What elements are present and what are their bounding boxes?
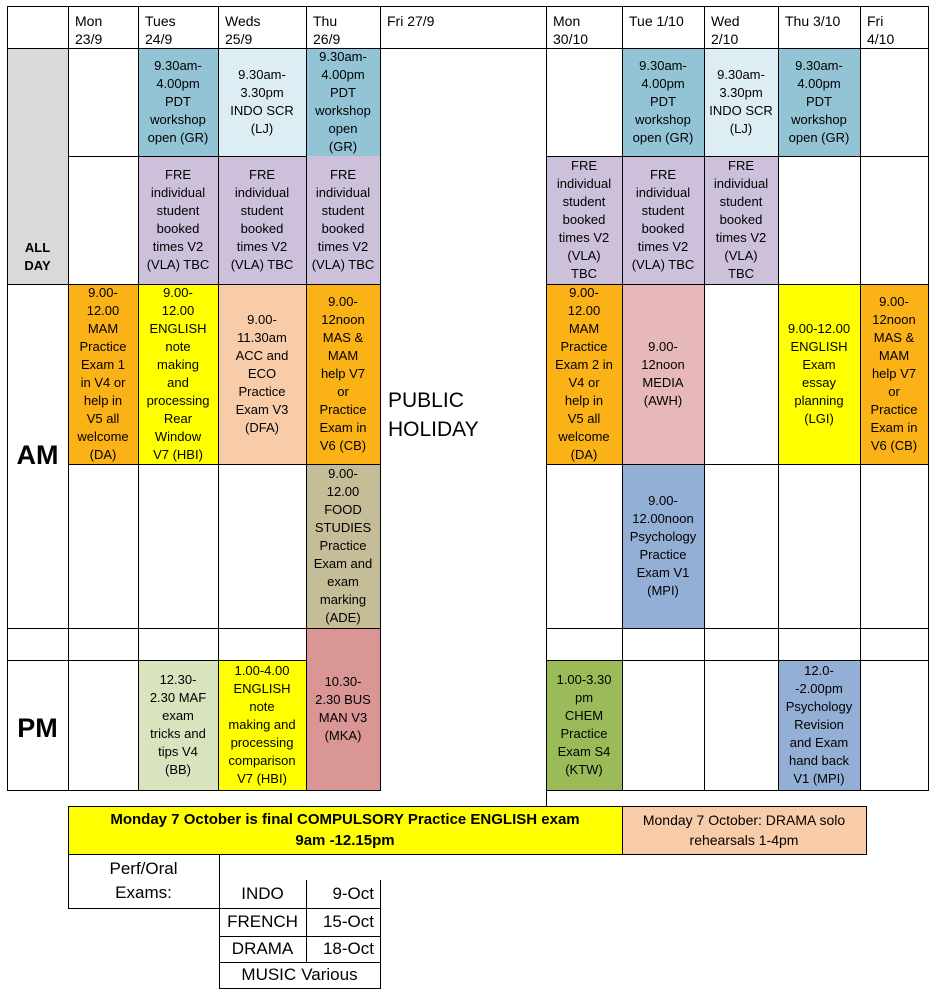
grid-line bbox=[860, 6, 861, 791]
column-header: Fri 27/9 bbox=[387, 13, 435, 29]
grid-line bbox=[68, 464, 380, 465]
event-text: 9.30am- 4.00pm PDT workshop open (GR) bbox=[315, 49, 371, 154]
grid-line bbox=[7, 284, 380, 285]
event-text: 9.30am- 4.00pm PDT workshop open (GR) bbox=[147, 58, 209, 145]
grid-line bbox=[928, 6, 929, 791]
column-header: Fri 4/10 bbox=[867, 13, 895, 47]
grid-line bbox=[7, 6, 928, 7]
event-text: 9.00- 11.30am ACC and ECO Practice Exam V3 (DFA) bbox=[235, 312, 289, 435]
grid-line bbox=[380, 6, 381, 791]
event-text: FRE individual student booked times V2 (VLA) TBC bbox=[146, 167, 210, 272]
exam-date: 18-Oct bbox=[322, 939, 374, 958]
grid-line bbox=[138, 6, 139, 791]
grid-line bbox=[546, 284, 928, 285]
event-text: FRE individual student booked times V2 (VLA) TBC bbox=[311, 167, 375, 272]
grid-line bbox=[7, 660, 306, 661]
grid-line bbox=[546, 6, 547, 791]
event-text: 9.00- 12noon MAS & MAM help V7 or Practice Exam in V6 (CB) bbox=[870, 294, 918, 453]
event-text: 9.30am- 4.00pm PDT workshop open (GR) bbox=[632, 58, 694, 145]
column-header: Mon 23/9 bbox=[75, 13, 103, 47]
event-text: 12.0- -2.00pm Psychology Revision and Exam hand back V1 (MPI) bbox=[785, 663, 853, 786]
exam-subject: DRAMA bbox=[231, 939, 294, 958]
grid-line bbox=[546, 628, 928, 629]
grid-line bbox=[68, 806, 69, 854]
grid-line bbox=[866, 806, 867, 854]
exam-subject: FRENCH bbox=[227, 912, 298, 931]
event-text: 9.30am- 3.30pm INDO SCR (LJ) bbox=[709, 67, 773, 136]
exam-date: 9-Oct bbox=[332, 884, 374, 903]
event-text: FRE individual student booked times V2 (VLA) TBC bbox=[556, 158, 612, 281]
am-label: AM bbox=[16, 439, 59, 470]
column-header: Tue 1/10 bbox=[629, 13, 684, 29]
column-header: Wed 2/10 bbox=[711, 13, 740, 47]
grid-line bbox=[219, 880, 220, 988]
exam-row-music bbox=[219, 962, 380, 988]
column-header: Mon 30/10 bbox=[553, 13, 589, 47]
event-text: 9.00- 12.00noon Psychology Practice Exam V1 (MPI) bbox=[629, 493, 697, 598]
event-text: 9.30am- 4.00pm PDT workshop open (GR) bbox=[788, 58, 850, 145]
grid-line bbox=[7, 790, 380, 791]
event-text: FRE individual student booked times V2 (VLA) TBC bbox=[631, 167, 695, 272]
all-day-label: ALL DAY bbox=[24, 240, 51, 273]
column-header: Weds 25/9 bbox=[225, 13, 261, 47]
exam-subject: INDO bbox=[241, 884, 284, 903]
event-text: 1.00-4.00 ENGLISH note making and processing comparison V7 (HBI) bbox=[228, 663, 296, 786]
event-text: 9.00- 12noon MEDIA (AWH) bbox=[641, 339, 685, 408]
grid-line bbox=[546, 464, 928, 465]
column-header: Thu 3/10 bbox=[785, 13, 841, 29]
grid-line bbox=[546, 790, 928, 791]
grid-line bbox=[7, 48, 928, 49]
event-text: FRE individual student booked times V2 (VLA) TBC bbox=[713, 158, 769, 281]
event-text: 9.00- 12.00 MAM Practice Exam 2 in V4 or help in V5 all welcome (DA) bbox=[555, 285, 613, 462]
event-text: 10.30- 2.30 BUS MAN V3 (MKA) bbox=[315, 674, 371, 743]
grid-line bbox=[546, 790, 547, 806]
column-header: Thu 26/9 bbox=[313, 13, 341, 47]
grid-line bbox=[778, 6, 779, 791]
exam-date: 15-Oct bbox=[322, 912, 374, 931]
event-text: 9.00- 12.00 FOOD STUDIES Practice Exam and exam marking (ADE) bbox=[313, 466, 373, 625]
event-text: 9.00- 12noon MAS & MAM help V7 or Practice Exam in V6 (CB) bbox=[319, 294, 367, 453]
grid-line bbox=[218, 6, 219, 791]
column-header: Tues 24/9 bbox=[145, 13, 176, 47]
event-text: 1.00-3.30 pm CHEM Practice Exam S4 (KTW) bbox=[556, 672, 612, 777]
grid-line bbox=[68, 854, 69, 908]
event-text: FRE individual student booked times V2 (VLA) TBC bbox=[230, 167, 294, 272]
event-text: 9.00- 12.00 ENGLISH note making and processing Rear Window V7 (HBI) bbox=[146, 285, 210, 462]
exam-date: Various bbox=[301, 965, 358, 984]
grid-line bbox=[704, 6, 705, 791]
exams-title: Perf/Oral Exams: bbox=[109, 859, 178, 902]
pm-label: PM bbox=[17, 712, 58, 743]
grid-line bbox=[546, 156, 928, 157]
grid-line bbox=[68, 156, 306, 157]
grid-line bbox=[7, 6, 8, 791]
exam-subject: MUSIC bbox=[241, 965, 297, 984]
grid-line bbox=[622, 806, 623, 854]
drama-notice: Monday 7 October: DRAMA solo rehearsals 1-4pm bbox=[642, 812, 846, 848]
compulsory-notice: Monday 7 October is final COMPULSORY Practice ENGLISH exam 9am -12.15pm bbox=[110, 811, 580, 849]
grid-line bbox=[306, 6, 307, 791]
event-text: 9.30am- 3.30pm INDO SCR (LJ) bbox=[230, 67, 294, 136]
event-text: 9.00- 12.00 MAM Practice Exam 1 in V4 or help in V5 all welcome (DA) bbox=[77, 285, 129, 462]
grid-line bbox=[7, 628, 380, 629]
grid-line bbox=[68, 806, 866, 807]
grid-line bbox=[546, 660, 928, 661]
grid-line bbox=[68, 6, 69, 791]
event-text: 9.00-12.00 ENGLISH Exam essay planning (LGI) bbox=[787, 321, 851, 426]
grid-line bbox=[622, 6, 623, 791]
public-holiday-label: PUBLIC HOLIDAY bbox=[388, 389, 479, 441]
event-text: 12.30- 2.30 MAF exam tricks and tips V4 (BB) bbox=[149, 672, 207, 777]
